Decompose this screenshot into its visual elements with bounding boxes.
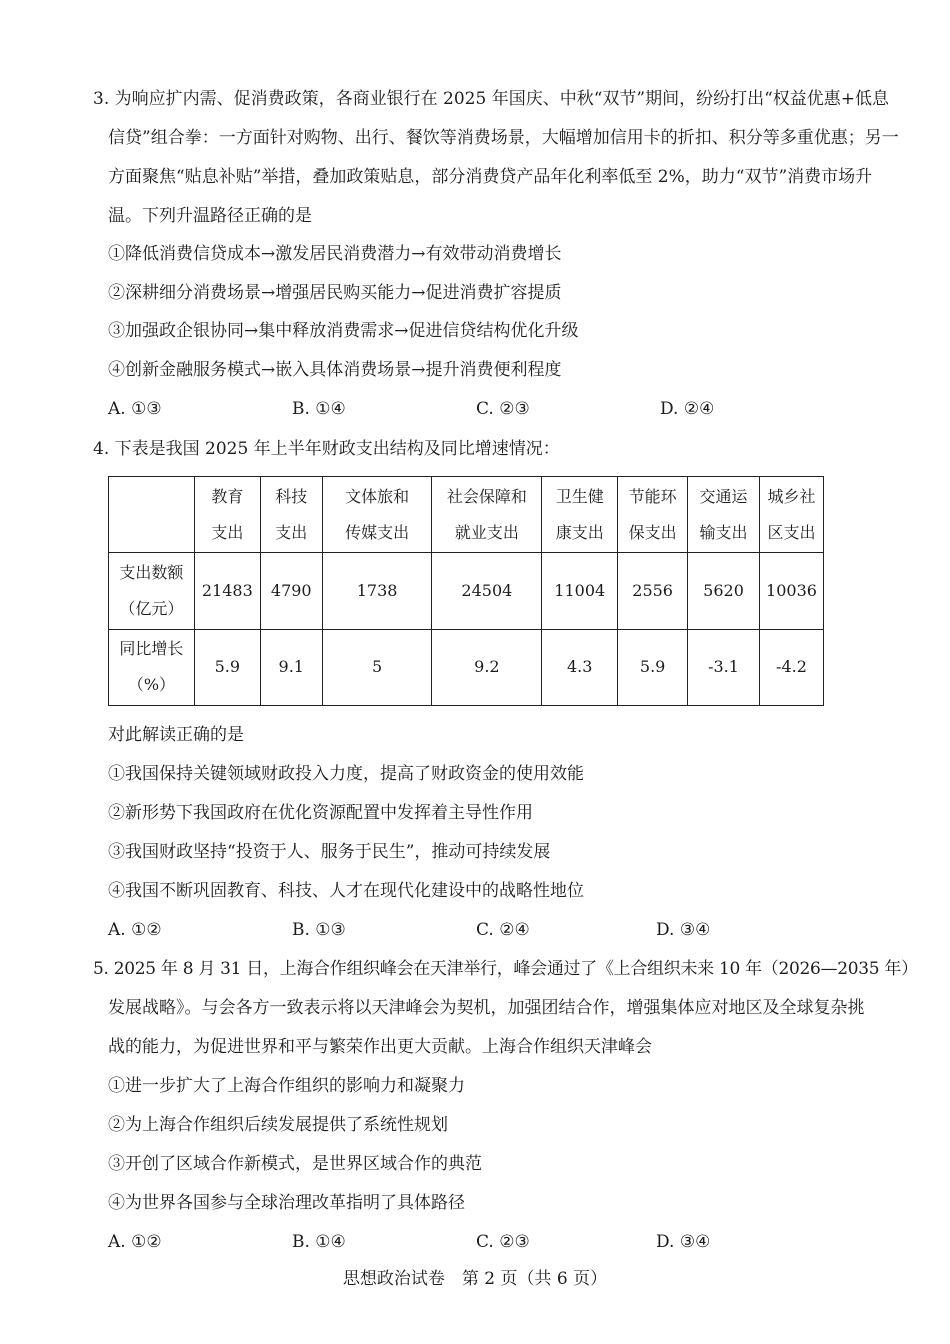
q5-option-c[interactable]: C. ②③	[476, 1232, 530, 1252]
q4-statement-3: ③我国财政坚持“投资于人、服务于民生”，推动可持续发展	[108, 842, 551, 862]
q3-stem-line-3: 方面聚焦“贴息补贴”举措，叠加政策贴息，部分消费贷产品年化利率低至 2%，助力“双节”消费市场升	[108, 167, 873, 187]
cell: 21483	[194, 553, 260, 629]
q5-option-b[interactable]: B. ①④	[292, 1232, 346, 1252]
q4-option-d[interactable]: D. ③④	[656, 920, 711, 940]
q3-option-b[interactable]: B. ①④	[292, 399, 346, 419]
q5-statement-1: ①进一步扩大了上海合作组织的影响力和凝聚力	[108, 1076, 465, 1096]
q3-statement-3: ③加强政企银协同→集中释放消费需求→促进信贷结构优化升级	[108, 321, 579, 341]
header-transport: 交通运 输支出	[688, 477, 760, 553]
table-corner-cell	[109, 477, 195, 553]
q5-statement-3: ③开创了区域合作新模式，是世界区域合作的典范	[108, 1154, 482, 1174]
q3-option-c[interactable]: C. ②③	[476, 399, 530, 419]
q3-stem-line-4: 温。下列升温路径正确的是	[108, 206, 312, 226]
cell: 11004	[542, 553, 618, 629]
q4-statement-2: ②新形势下我国政府在优化资源配置中发挥着主导性作用	[108, 803, 533, 823]
q5-stem-line-2: 发展战略》。与会各方一致表示将以天津峰会为契机，加强团结合作，增强集体应对地区及全球复杂挑	[108, 998, 865, 1018]
cell: 5.9	[194, 629, 260, 705]
cell: 9.1	[260, 629, 322, 705]
q4-statement-4: ④我国不断巩固教育、科技、人才在现代化建设中的战略性地位	[108, 881, 584, 901]
q3-statement-1: ①降低消费信贷成本→激发居民消费潜力→有效带动消费增长	[108, 244, 562, 264]
row-label-growth: 同比增长 （%）	[109, 629, 195, 705]
fiscal-expenditure-table	[108, 476, 824, 706]
cell: 1738	[322, 553, 432, 629]
page-footer: 思想政治试卷 第 2 页（共 6 页）	[342, 1269, 608, 1289]
cell: 24504	[432, 553, 542, 629]
q4-option-a[interactable]: A. ①②	[108, 920, 162, 940]
row-label-amount: 支出数额 （亿元）	[109, 553, 195, 629]
q4-option-c[interactable]: C. ②④	[476, 920, 530, 940]
q3-statement-4: ④创新金融服务模式→嵌入具体消费场景→提升消费便利程度	[108, 360, 562, 380]
q5-stem-line-3: 战的能力，为促进世界和平与繁荣作出更大贡献。上海合作组织天津峰会	[108, 1037, 652, 1057]
header-culture: 文体旅和 传媒支出	[322, 477, 432, 553]
q4-stem: 4. 下表是我国 2025 年上半年财政支出结构及同比增速情况：	[93, 439, 560, 459]
cell: 9.2	[432, 629, 542, 705]
header-education: 教育 支出	[194, 477, 260, 553]
q4-option-b[interactable]: B. ①③	[292, 920, 346, 940]
q3-option-d[interactable]: D. ②④	[660, 399, 715, 419]
q5-statement-4: ④为世界各国参与全球治理改革指明了具体路径	[108, 1193, 465, 1213]
q3-stem-line-1: 3. 为响应扩内需、促消费政策，各商业银行在 2025 年国庆、中秋“双节”期间，纷纷打出“权益优惠+低息	[93, 89, 890, 109]
q5-option-d[interactable]: D. ③④	[656, 1232, 711, 1252]
header-science: 科技 支出	[260, 477, 322, 553]
header-environment: 节能环 保支出	[618, 477, 688, 553]
header-community: 城乡社 区支出	[759, 477, 823, 553]
cell: 5.9	[618, 629, 688, 705]
q4-prompt: 对此解读正确的是	[108, 725, 244, 745]
cell: 2556	[618, 553, 688, 629]
q5-statement-2: ②为上海合作组织后续发展提供了系统性规划	[108, 1115, 448, 1135]
cell: -3.1	[688, 629, 760, 705]
q3-stem-line-2: 信贷”组合拳：一方面针对购物、出行、餐饮等消费场景，大幅增加信用卡的折扣、积分等多重优惠；另一	[108, 128, 899, 148]
cell: 5	[322, 629, 432, 705]
cell: 10036	[759, 553, 823, 629]
cell: -4.2	[759, 629, 823, 705]
cell: 4790	[260, 553, 322, 629]
table-header-row	[109, 477, 824, 553]
q5-stem-line-1: 5. 2025 年 8 月 31 日，上海合作组织峰会在天津举行，峰会通过了《上合组织未来 10 年（2026—2035 年）	[93, 959, 918, 979]
table-row	[109, 553, 824, 629]
q3-statement-2: ②深耕细分消费场景→增强居民购买能力→促进消费扩容提质	[108, 283, 562, 303]
header-social-security: 社会保障和 就业支出	[432, 477, 542, 553]
q3-option-a[interactable]: A. ①③	[108, 399, 162, 419]
table-row	[109, 629, 824, 705]
cell: 5620	[688, 553, 760, 629]
q4-statement-1: ①我国保持关键领域财政投入力度，提高了财政资金的使用效能	[108, 764, 584, 784]
header-health: 卫生健 康支出	[542, 477, 618, 553]
cell: 4.3	[542, 629, 618, 705]
q5-option-a[interactable]: A. ①②	[108, 1232, 162, 1252]
